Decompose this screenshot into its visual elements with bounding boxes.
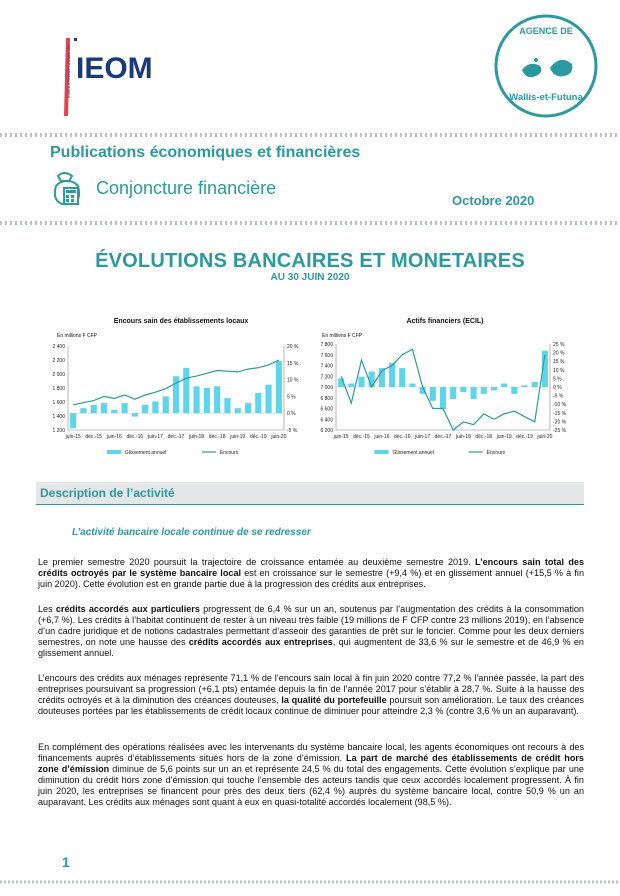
text-run: L’encours des crédits aux ménages représente 71,1 % de l’encours sain local à fin juin 2020 contre 77,2 % l’année passée, la part des entreprises poursuivant sa progression (+6,1 pts) entamée depuis la fin de l’année 2017 pour s’établir à 28,7 %. Suite à la hausse des crédits octroyés et à la diminution des créances douteuses, [38, 673, 584, 705]
chart-2 [330, 318, 560, 325]
chart-bar [409, 384, 415, 387]
chart-1-title: Encours sain des établissements locaux [113, 318, 249, 325]
agency-top-text: AGENCE DE [519, 26, 573, 36]
legend-label-bar: Glissement annuel [392, 450, 434, 456]
page-number: 1 [62, 854, 70, 870]
y-left-tick-label: 7 600 [320, 352, 333, 359]
y-left-tick-label: 7 200 [320, 374, 333, 381]
chart-bar [399, 368, 405, 387]
paragraph-4 [38, 742, 584, 808]
x-tick-label: juin-20 [537, 434, 553, 440]
logo-small-text: Institut d'émission d'Outre-Mer [66, 44, 71, 98]
y-left-tick-label: 7 000 [320, 385, 333, 391]
y-left-tick-label: 2 400 [52, 344, 65, 350]
x-tick-label: déc.-15 [85, 434, 103, 440]
x-tick-label: déc.-15 [353, 434, 370, 440]
y-right-tick-label: 5 % [553, 376, 562, 383]
y-right-tick-label: -5 % [553, 393, 564, 400]
y-right-tick-label: -20 % [553, 419, 567, 426]
chart-2-title: Actifs financiers (ECIL) [406, 318, 484, 325]
page-subtitle: AU 30 JUIN 2020 [270, 272, 350, 283]
chart-bar [121, 403, 127, 413]
y-left-tick-label: 7 400 [320, 363, 333, 370]
chart-bar [245, 403, 251, 413]
chart-bar [255, 393, 261, 413]
x-tick-label: juin-15 [333, 434, 349, 440]
x-tick-label: juin-17 [147, 434, 163, 440]
x-tick-label: déc.-18 [208, 434, 226, 440]
x-tick-label: juin-18 [189, 434, 205, 440]
text-run: progressent de 6,4 % sur un an, soutenus par l’augmentation des crédits à la consommation (+6,7 %). Les crédits à l’habitat continuent de rester à un niveau très faible (19 millions de F CFP contre 23 millions 2019), en l’absence d’un cadre juridique et de notions cadastrales permettant d’asseoir des garanties de prêt sur le foncier. Comme pour les deux derniers semestres, on note une hausse des [38, 604, 584, 647]
y-left-tick-label: 1 400 [52, 414, 65, 420]
text-run: Les [38, 604, 56, 614]
text-run: poursuit son amélioration. Le taux des créances douteuses portées par les établissements de crédit locaux continue de diminuer pour atteindre 2,3 % (contre 3,6 % un an auparavant). [38, 695, 584, 716]
text-run: crédits accordés aux entreprises [188, 637, 333, 647]
y-right-tick-label: 15 % [553, 359, 565, 366]
chart-bar [481, 387, 487, 394]
chart-bar [521, 385, 527, 387]
agency-bottom-text: Wallis-et-Futuna [509, 92, 583, 103]
legend-label-line: Encours [486, 450, 506, 456]
chart-bar [235, 408, 241, 413]
chart-bar [204, 388, 210, 413]
legend-label-line: Encours [219, 450, 239, 456]
y-right-tick-label: 0 % [553, 385, 562, 391]
chart-1 [56, 318, 306, 325]
page-title: ÉVOLUTIONS BANCAIRES ET MONETAIRES [95, 250, 525, 272]
chart-bar [80, 408, 86, 413]
chart-bar [91, 405, 97, 413]
legend-swatch-bar [107, 450, 121, 454]
chart-bar [152, 401, 158, 413]
y-left-tick-label: 2 000 [52, 372, 65, 378]
x-tick-label: juin-16 [374, 434, 390, 440]
x-tick-label: juin-16 [106, 434, 122, 440]
chart-bar [460, 387, 466, 392]
y-right-tick-label: 0 % [287, 411, 296, 418]
chart-bar [132, 413, 138, 416]
chart-bar [214, 386, 220, 413]
chart-bar [101, 403, 107, 413]
text-run: , qui augmentent de 33,6 % sur le semestre et de 46,9 % en glissement annuel. [38, 637, 584, 658]
text-run: la qualité du portefeuille [281, 695, 387, 705]
y-right-tick-label: -15 % [553, 410, 567, 417]
y-right-tick-label: 15 % [287, 360, 299, 367]
x-tick-label: juin-18 [455, 434, 471, 440]
text-run: crédits accordés aux particuliers [55, 604, 200, 614]
chart-2-plot [306, 338, 596, 470]
paragraph-2 [38, 604, 584, 659]
paragraph-1 [38, 557, 584, 590]
chart-bar [163, 396, 169, 413]
agency-badge [492, 12, 600, 120]
legend-label-bar: Glissement annuel [124, 450, 167, 456]
chart-2-unit: En millions F CFP [322, 333, 363, 339]
chart-bar [532, 382, 538, 387]
x-tick-label: juin-19 [496, 434, 512, 440]
publication-title: Publications économiques et financières [50, 144, 361, 161]
chart-bar [511, 387, 517, 394]
publication-date: Octobre 2020 [452, 193, 535, 208]
chart-bar [440, 387, 446, 409]
x-tick-label: juin-19 [230, 434, 246, 440]
x-tick-label: déc.-17 [167, 434, 185, 440]
y-right-tick-label: 20 % [287, 344, 299, 350]
chart-bar [276, 361, 282, 413]
x-tick-label: déc.-16 [393, 434, 411, 440]
x-tick-label: déc.-19 [516, 434, 533, 440]
footer-rule [0, 880, 620, 884]
chart-bar [111, 410, 117, 413]
text-run: Le premier semestre 2020 poursuit la trajectoire de croissance entamée au deuxième semestre 2019. [38, 557, 476, 567]
dotted-separator [0, 130, 620, 140]
y-right-tick-label: -5 % [287, 428, 298, 434]
text-run: L’encours sain total des crédits octroyés par le système bancaire local [38, 557, 584, 578]
chart-bar [430, 387, 436, 401]
chart-bar [471, 387, 477, 399]
text-run: En complément des opérations réalisées avec les intervenants du système bancaire local, les agents économiques ont recours à des financements auprès d’établissements situés hors de la zone d’émission. [38, 742, 584, 763]
section-subtitle: L’activité bancaire locale continue de se redresser [72, 527, 311, 538]
y-left-tick-label: 1 600 [52, 400, 65, 406]
y-left-tick-label: 7 800 [320, 342, 333, 348]
paragraph-3 [38, 673, 584, 717]
chart-bar [265, 385, 271, 414]
text-run: diminue de 5,6 points sur un an et représente 24,5 % du total des engagements. Cette évolution s’explique par une diminution du crédit hors zone d’émission qui touche l’ensemble des acteurs tandis que ceux accordés localement progressent. À fin juin 2020, les entreprises se financent pour près des deux tiers (62,4 %) auprès du système bancaire local, contre 50,9 % un an auparavant. Les crédits aux ménages sont quant à eux en quasi-totalité accordés localement (98,5 %). [38, 764, 584, 807]
x-tick-label: déc.-16 [126, 434, 144, 440]
y-right-tick-label: 20 % [553, 350, 565, 357]
x-tick-label: juin-17 [415, 434, 431, 440]
chart-bar [224, 398, 230, 413]
x-tick-label: déc.-18 [475, 434, 493, 440]
y-right-tick-label: -10 % [553, 402, 567, 409]
y-left-tick-label: 1 800 [52, 386, 65, 392]
x-tick-label: juin-15 [65, 434, 81, 440]
chart-bar [450, 387, 456, 399]
x-tick-label: déc.-17 [434, 434, 452, 440]
section-underline [36, 504, 584, 505]
y-right-tick-label: 25 % [553, 342, 565, 348]
text-run: est en croissance sur le semestre (+9,4 %) et en glissement annuel (+15,5 % à fin juin 2020). Cette évolution est en grande partie due à la progression des crédits aux entreprises. [38, 568, 584, 589]
x-tick-label: juin-20 [271, 434, 287, 440]
y-left-tick-label: 1 200 [52, 428, 65, 434]
legend-swatch-bar [375, 450, 389, 454]
chart-bar [358, 377, 364, 387]
ieom-logo [40, 20, 170, 120]
dotted-separator-2 [0, 218, 620, 228]
chart-1-unit: En millions F CFP [57, 333, 98, 339]
chart-bar [193, 386, 199, 413]
logo-text: IEOM [76, 52, 153, 85]
chart-bar [183, 368, 189, 413]
chart-bar [348, 384, 354, 387]
chart-1-plot [40, 338, 310, 470]
y-left-tick-label: 6 400 [320, 417, 333, 424]
chart-bar [142, 405, 148, 413]
y-left-tick-label: 6 600 [320, 406, 333, 413]
section-title: Description de l’activité [40, 486, 175, 500]
text-run: La part de marché des établissements de crédit hors zone d’émission [38, 753, 584, 774]
x-tick-label: déc.-19 [249, 434, 267, 440]
y-left-tick-label: 6 200 [320, 428, 333, 434]
series-title: Conjoncture financière [96, 178, 277, 198]
y-right-tick-label: -25 % [553, 428, 567, 434]
y-right-tick-label: 10 % [287, 377, 299, 384]
chart-bar [501, 384, 507, 387]
chart-bar [491, 387, 497, 390]
chart-bar [70, 413, 76, 428]
money-bag-calculator-icon [50, 172, 82, 206]
y-right-tick-label: 10 % [553, 367, 565, 374]
y-left-tick-label: 2 200 [52, 358, 65, 364]
y-left-tick-label: 6 800 [320, 395, 333, 402]
y-right-tick-label: 5 % [287, 394, 296, 401]
